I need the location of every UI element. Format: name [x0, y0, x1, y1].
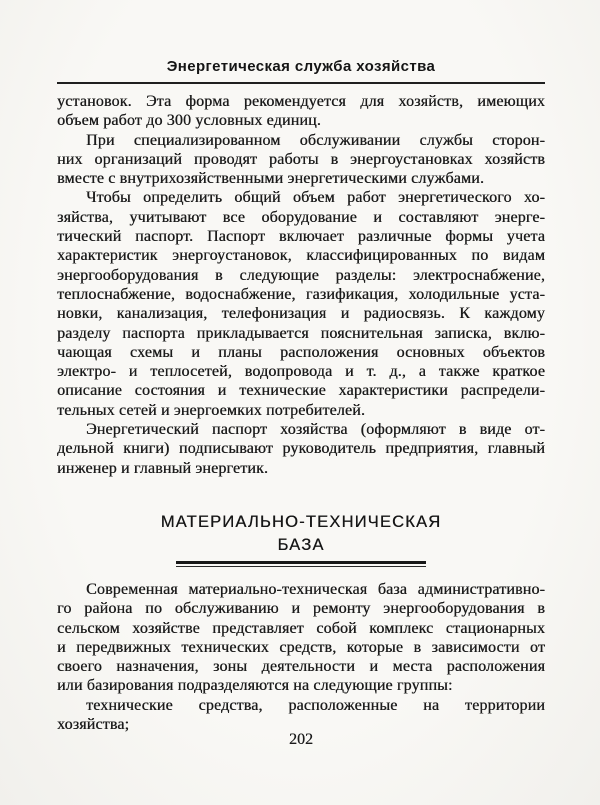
heading-rule-thin: [176, 566, 426, 567]
text-line: установок. Эта форма рекомендуется для хозяйств, имеющих: [57, 93, 545, 110]
text-line: новки, канализация, телефонизация и радиосвязь. К каждому: [57, 305, 545, 323]
paragraph: [57, 188, 545, 420]
text-line: го района по обслуживанию и ремонту энергооборудования в: [57, 600, 545, 618]
text-line: энергооборудования в следующие разделы: электроснабжение,: [57, 266, 545, 284]
text-block: [57, 92, 545, 734]
text-line: них организаций проводят работы в энергоустановках хозяйств: [57, 150, 545, 168]
text-line: разделу паспорта прикладывается пояснительная записка, вклю-: [57, 324, 545, 342]
paragraphs-after-heading: [57, 580, 545, 734]
text-line: или базирования подразделяются на следующие группы:: [57, 677, 453, 695]
header-rule: [57, 82, 545, 84]
text-line: чающая схемы и планы расположения основных объектов: [57, 343, 545, 361]
text-line: дельной книги) подписывают руководитель предприятия, главный: [57, 440, 545, 458]
text-line: объем работ до 300 условных единиц.: [57, 112, 321, 130]
text-line: тельных сетей и энергоемких потребителей.: [57, 401, 365, 419]
page-number: 202: [289, 731, 313, 748]
text-line: характеристик энергоустановок, классифицированных по видам: [57, 247, 545, 265]
text-line: технические средства, расположенные на территории: [86, 696, 545, 714]
text-line: вместе с внутрихозяйственными энергетическими службами.: [57, 170, 485, 188]
text-line: Энергетический паспорт хозяйства (оформляют в виде от-: [86, 421, 545, 439]
text-line: теплоснабжение, водоснабжение, газификация, холодильные уста-: [57, 285, 545, 303]
paragraph: [57, 580, 545, 696]
text-line: Чтобы определить общий объем работ энергетического хо-: [86, 189, 545, 207]
paragraphs-before-heading: [57, 92, 545, 478]
text-line: своего назначения, зоны деятельности и места расположения: [57, 658, 545, 676]
text-line: сельском хозяйстве представляет собой комплекс стационарных: [57, 619, 545, 637]
text-line: электро- и теплосетей, водопровода и т. д., а также краткое: [57, 363, 545, 381]
text-line: хозяйства;: [57, 716, 130, 734]
section-heading: [57, 511, 545, 557]
heading-double-rule: [176, 561, 426, 567]
paragraph: [57, 92, 545, 131]
paragraph: [57, 696, 545, 735]
paragraph: [57, 131, 545, 189]
text-line: зяйства, учитывают все оборудование и составляют энерге-: [57, 208, 545, 226]
text-line: Современная материально-техническая база административно-: [86, 580, 545, 598]
section-heading-line-2: БАЗА: [277, 535, 325, 554]
running-header: Энергетическая служба хозяйства: [166, 58, 436, 75]
text-line: При специализированном обслуживании службы сторон-: [86, 131, 545, 149]
heading-rule-thick: [176, 561, 426, 564]
text-line: инженер и главный энергетик.: [57, 459, 269, 477]
text-line: тический паспорт. Паспорт включает различные формы учета: [57, 228, 545, 246]
paragraph: [57, 420, 545, 478]
text-line: и передвижных технических средств, которые в зависимости от: [57, 638, 545, 656]
text-line: описание состояния и технические характеристики распредели-: [57, 382, 545, 400]
section-heading-line-1: МАТЕРИАЛЬНО-ТЕХНИЧЕСКАЯ: [160, 512, 442, 531]
